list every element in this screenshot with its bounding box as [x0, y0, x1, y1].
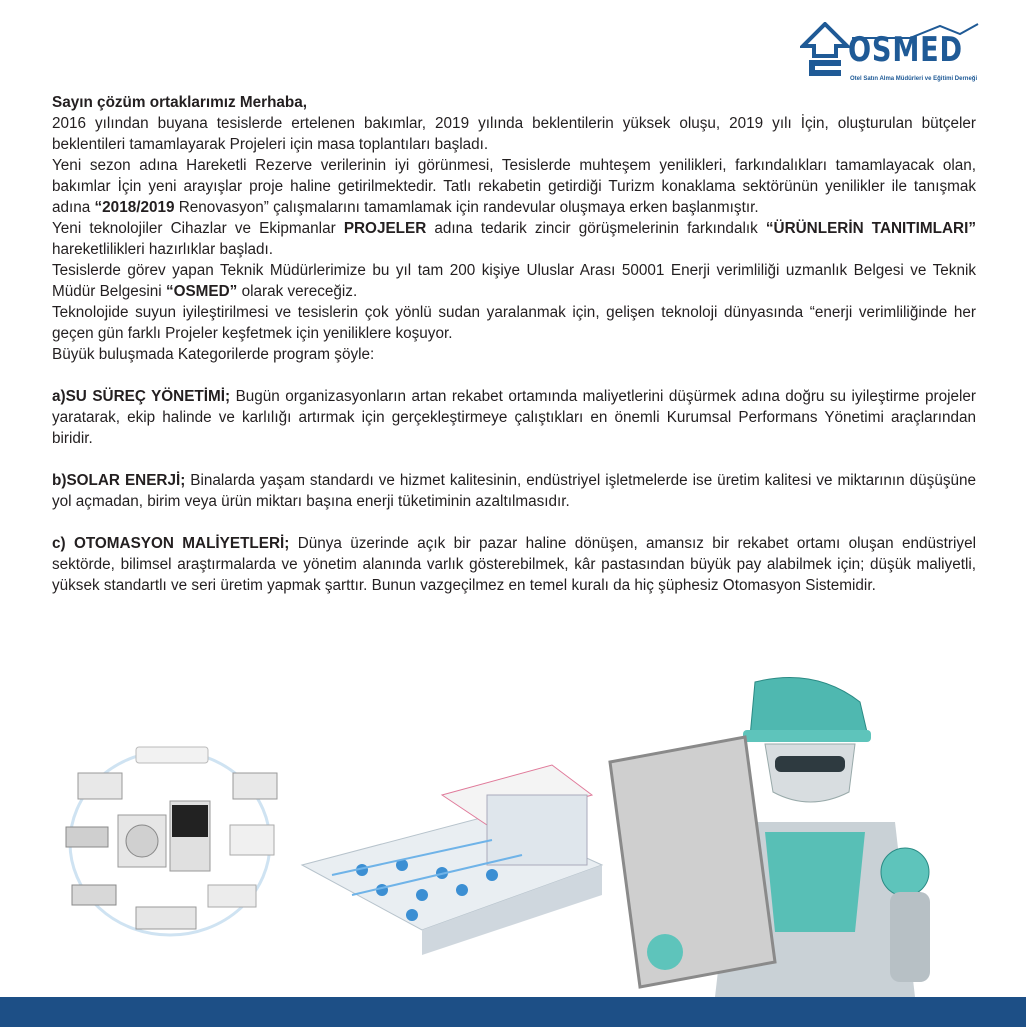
greeting: Sayın çözüm ortaklarımız Merhaba,: [52, 94, 308, 111]
letter-body: [52, 92, 976, 596]
paragraph-2: Yeni sezon adına Hareketli Rezerve verilerinin iyi görünmesi, Tesislerde muhteşem yenilikleri, farkındalıkları tamamlayacak olan, bakımlar İçin yeni arayışlar proje haline getirilmektedir. Tatlı rekabetin getirdiği Turizm konaklama sektörünün yenilikler ile tanışmak adına “2018/2019 Renovasyon” çalışmalarını tamamlamak için randevular oluşmaya erken başlanmıştır.: [52, 157, 976, 216]
logo-subtitle: Otel Satın Alma Müdürleri ve Eğitimi Derneği: [850, 76, 978, 82]
paragraph-1: 2016 yılından buyana tesislerde ertelenen bakımlar, 2019 yılında beklentilerin yüksek oluşu, 2019 yılı İçin, oluşturulan bütçeler beklentileri tamamlayarak Projeleri için masa toplantıları başladı.: [52, 115, 976, 153]
paragraph-6: Büyük buluşmada Kategorilerde program şöyle:: [52, 346, 375, 363]
section-automation-title: c) OTOMASYON MALİYETLERİ;: [52, 535, 290, 552]
footer-bar: [0, 997, 1026, 1027]
section-water-title: a)SU SÜREÇ YÖNETİMİ;: [52, 388, 231, 405]
house-arrow-icon: [800, 22, 850, 84]
section-solar-title: b)SOLAR ENERJİ;: [52, 472, 186, 489]
paragraph-3: Yeni teknolojiler Cihazlar ve Ekipmanlar PROJELER adına tedarik zincir görüşmelerinin farkındalık “ÜRÜNLERİN TANITIMLARI” hareketlilikleri hazırlıklar başladı.: [52, 220, 976, 258]
paragraph-4: Tesislerde görev yapan Teknik Müdürlerimize bu yıl tam 200 kişiye Uluslar Arası 50001 Enerji verimliliği uzmanlık Belgesi ve Teknik Müdür Belgesini “OSMED” olarak vereceğiz.: [52, 262, 976, 300]
osmed-logo: [800, 20, 980, 90]
robot-illustration: [605, 672, 1005, 997]
section-water: a)SU SÜREÇ YÖNETİMİ; Bugün organizasyonların artan rekabet ortamında maliyetlerini düşürmek adına doğru su iyileştirme projeler yaratarak, ekip halinde ve karlılığı artırmak için gerçekleştirmeye çalıştıkları en önemli Kurumsal Performans Yönetimi araçlarından biridir.: [52, 388, 977, 447]
logo-name: OSMED: [848, 30, 963, 70]
paragraph-5: Teknolojide suyun iyileştirilmesi ve tesislerin çok yönlü sudan yaralanmak için, gelişen teknoloji dünyasında “enerji verimliliğinde her geçen gün farklı Projeler keşfetmek için yeniliklere koşuyor.: [52, 304, 976, 342]
hvac-equipment-illustration: [58, 735, 288, 950]
section-automation: c) OTOMASYON MALİYETLERİ; Dünya üzerinde açık bir pazar haline dönüşen, amansız bir rekabet ortamı oluşan endüstriyel sektörde, bilimsel araştırmalarda ve yönetim alanında varlık gösterebilmek, kâr pastasından büyük pay alabilmek için; düşük maliyetli, yüksek standartlı ve seri üretim yapmak şarttır. Bunun vazgeçilmez en temel kuralı da hiç şüphesiz Otomasyon Sistemidir.: [52, 535, 976, 594]
section-solar: b)SOLAR ENERJİ; Binalarda yaşam standardı ve hizmet kalitesinin, endüstriyel işletmelerde ise üretim kalitesi ve miktarının düşüşüne yol açmadan, birim veya ürün miktarı başına enerji tüketiminin azaltılmasıdır.: [52, 472, 977, 510]
building-illustration: [292, 755, 612, 955]
